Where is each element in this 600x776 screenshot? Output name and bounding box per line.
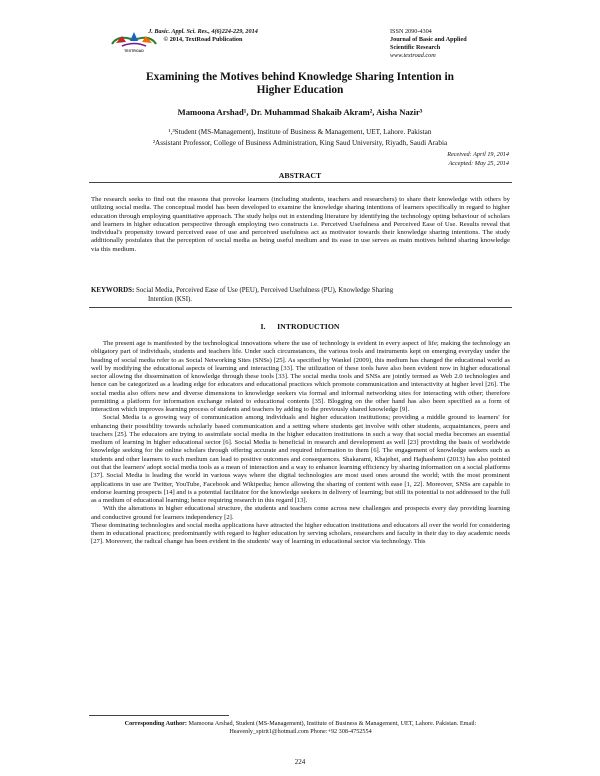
title-line-2: Higher Education <box>256 84 344 96</box>
top-rule <box>89 182 512 183</box>
copyright-notice: © 2014, TextRoad Publication <box>163 36 243 43</box>
abstract-text: The research seeks to find out the reasons that provoke learners (including students, teachers and researchers) to share their knowledge with others by utilizing social media. The conceptual model has been developed to examine the knowledge sharing intentions of learners specifically in regard to higher education through employing quantitative approach. The study helps out in extending literature by identifying the technology opting behaviour of scholars and learners in higher education perspective through employing two constructs i.e. Perceived Usefulness and Perceived Ease of Use. Results reveal that individual's propensity toward perceived ease of use and perceived usefulness act as motivator towards their knowledge sharing intentions. The study additionally postulates that the perception of social media as being useful medium and its ease in use serves as main motives behind sharing knowledge via this medium. <box>91 196 510 253</box>
journal-citation: J. Basic. Appl. Sci. Res., 4(6)224-229, 2014 <box>148 28 258 35</box>
corresponding-text: Mamoona Arshad, Student (MS-Management), Institute of Business & Management, UET, Lahore. Pakistan. Email: Heavenly_spirit1@hotmail.com Phone:+92 308-4752554 <box>188 720 477 735</box>
corresponding-author-note <box>91 720 510 736</box>
journal-name-line2: Scientific Research <box>390 44 441 51</box>
introduction-body <box>91 340 510 547</box>
keywords-label: KEYWORDS: <box>91 287 135 294</box>
paragraph: With the alterations in higher educational structure, the students and teachers come across new challenges and prospects every day providing learning and conductive ground for learners independency [2]. <box>91 505 510 521</box>
accepted-date: Accepted: May 25, 2014 <box>448 160 509 167</box>
keywords-line-2: Intention (KSI). <box>148 295 193 303</box>
paragraph: The present age is manifested by the technological innovations where the use of technology is evident in every aspect of life; making the technology an obligatory part of individuals, students and teachers life. Under such circumstances, the various tools and instruments kept on emerging everyday under the heading of social media refer to as Social Networking Sites (SNSs) [25]. As specified by Wankel (2009), this medium has changed the educational world as well by modifying the educational aspects of learning and interacting [33]. The utilization of these tools have also been evident now in higher educational sector allowing the dissemination of knowledge through these tools [33]. The social media tools and SNSs are jointly termed as Web 2.0 technologies and hence can be categorized as a leading edge for educators and educational practices which promote communication and interactivity at higher level [26]. The social media also offers new and diverse dimensions to knowledge seekers via formal and informal networking sites for interacting with other; therefore permitting a platform for information exchange related to educational contents [35]. Blogging on the other hand has also been specified as a form of interaction which improves learning process of students and teachers by adding to the previously shared knowledge [9]. <box>91 340 510 414</box>
journal-website[interactable]: www.textroad.com <box>390 52 436 59</box>
bottom-rule <box>89 307 512 308</box>
section-heading-introduction: I. INTRODUCTION <box>260 322 340 331</box>
logo-text: TEXTROAD <box>124 49 144 53</box>
received-date: Received: April 19, 2014 <box>447 151 509 158</box>
affiliation-2: ²Assistant Professor, College of Business Administration, King Saud University, Riyadh, Saudi Arabia <box>152 139 448 147</box>
issn: ISSN 2090-4304 <box>390 28 432 35</box>
paragraph: Social Media is a growing way of communication among individuals and higher education institutions; providing a middle ground to learners' for enhancing their possibility towards scholarly based communication and a setting where students get involve with other students, acquaintances, peers and teachers [25]. The educators are trying to assimilate social media in the higher education institutions in such a way that social media becomes an essential medium of learning in higher educational sector [6]. Social Media is beneficial in research and development as well [23] providing the basis of worldwide knowledge seeking for the online scholars through offering accurate and required information to them [6]. The engagement of knowledge seekers such as students and other learners to such medium can lead to positive outcomes and consequences. Shakarami, Khajehei, and Hajhashemi (2013) has also pointed out that the learners' adopt social media tools as a mean of interaction and a way to enhance learning efficiency by sharing information on a social platforms [37]. Social Media is leading the world in various ways where the digital technologies are most used ones around the world; with the most prominent applications in use are Twitter, YouTube, Facebook and Wikipedia; hence allowing the sharing of content with ease [1, 22]. Moreover, SNSs are capable to endorse learning prospects [14] and is a potential facilitator for the knowledge seekers in delivery of learning; but still its potential is not addressed to the full as a medium of educational learning; hence requiring research in this regard [13]. <box>91 414 510 505</box>
footnote-rule <box>89 715 229 716</box>
affiliation-1: ¹,³Student (MS-Management), Institute of Business & Management, UET, Lahore. Pakistan <box>168 128 432 136</box>
author-list: Mamoona Arshad¹, Dr. Muhammad Shakaib Akram², Aisha Nazir³ <box>177 107 423 117</box>
page-number: 224 <box>294 758 306 766</box>
abstract-heading: ABSTRACT <box>278 171 322 180</box>
journal-name-line1: Journal of Basic and Applied <box>390 36 467 43</box>
corresponding-label: Corresponding Author: <box>124 720 187 727</box>
paper-title <box>80 71 520 97</box>
title-line-1: Examining the Motives behind Knowledge Sharing Intention in <box>146 71 454 83</box>
paragraph: These dominating technologies and social media applications have attracted the higher education institutions and educators all over the world for considering them in educational practices; predominantly with regard to higher education by serving scholars, researchers and faculty in their day to day academic needs [27]. Moreover, the radical change has been evident in the students' way of learning in educational sector via technology. This <box>91 521 510 546</box>
keywords <box>91 287 510 304</box>
keywords-line-1: Social Media, Perceived Ease of Use (PEU), Perceived Usefulness (PU), Knowledge Sharing <box>136 287 394 294</box>
